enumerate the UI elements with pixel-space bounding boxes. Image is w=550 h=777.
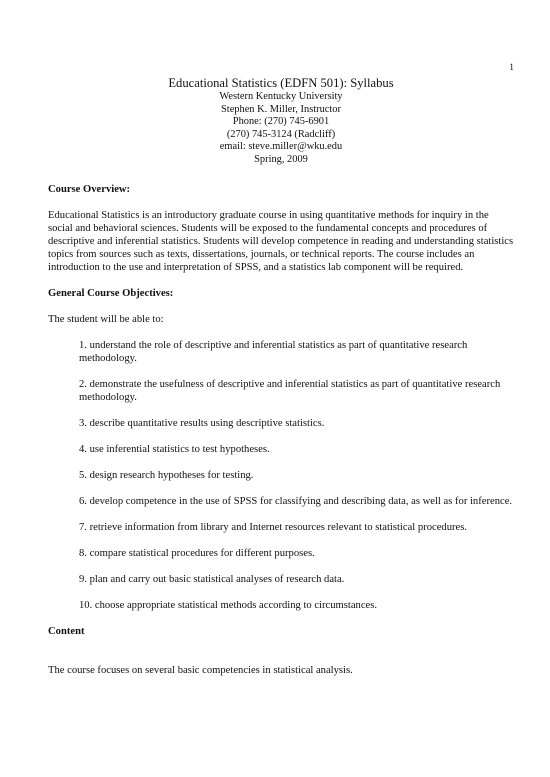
content-heading: Content [48,625,85,637]
university-name: Western Kentucky University [219,91,343,102]
overview-heading: Course Overview: [48,183,131,195]
objective-item: 8. compare statistical procedures for different purposes. [79,547,315,559]
objectives-heading: General Course Objectives: [48,287,174,299]
email-address: email: steve.miller@wku.edu [219,141,343,153]
objective-item: 5. design research hypotheses for testing. [79,469,254,481]
content-paragraph: The course focuses on several basic competencies in statistical analysis. [48,664,353,676]
objectives-intro: The student will be able to: [48,313,164,325]
overview-paragraph: Educational Statistics is an introductory graduate course in using quantitative methods for inquiry in the social and behavioral sciences. Students will be exposed to the fundamental concepts and procedures of descriptive and inferential statistics. Students will develop competence in reading and understanding statistics topics from sources such as texts, dissertations, journals, or technical reports. The course includes an introduction to the use and interpretation of SPSS, and a statistics lab component will be required. [48,209,514,273]
objective-item: 4. use inferential statistics to test hypotheses. [79,443,270,455]
document-header [48,76,514,167]
objective-item: 10. choose appropriate statistical methods according to circumstances. [79,599,378,611]
instructor-name: Stephen K. Miller, Instructor [221,103,341,115]
document-title: Educational Statistics (EDFN 501): Syllabus [168,76,394,90]
objectives-list [48,339,514,612]
term: Spring, 2009 [254,153,308,165]
objective-item: 1. understand the role of descriptive and inferential statistics as part of quantitative research methodology. [79,339,468,364]
phone-number: Phone: (270) 745-6901 [232,116,330,128]
objective-item: 6. develop competence in the use of SPSS for classifying and describing data, as well as for inference. [79,495,513,507]
objective-item: 7. retrieve information from library and Internet resources relevant to statistical procedures. [79,521,467,533]
objective-item: 9. plan and carry out basic statistical analyses of research data. [79,573,345,585]
phone-number-alt: (270) 745-3124 (Radcliff) [226,128,336,140]
objective-item: 2. demonstrate the usefulness of descriptive and inferential statistics as part of quantitative research methodology. [79,378,501,403]
page-number: 1 [509,63,514,73]
objective-item: 3. describe quantitative results using descriptive statistics. [79,417,325,429]
